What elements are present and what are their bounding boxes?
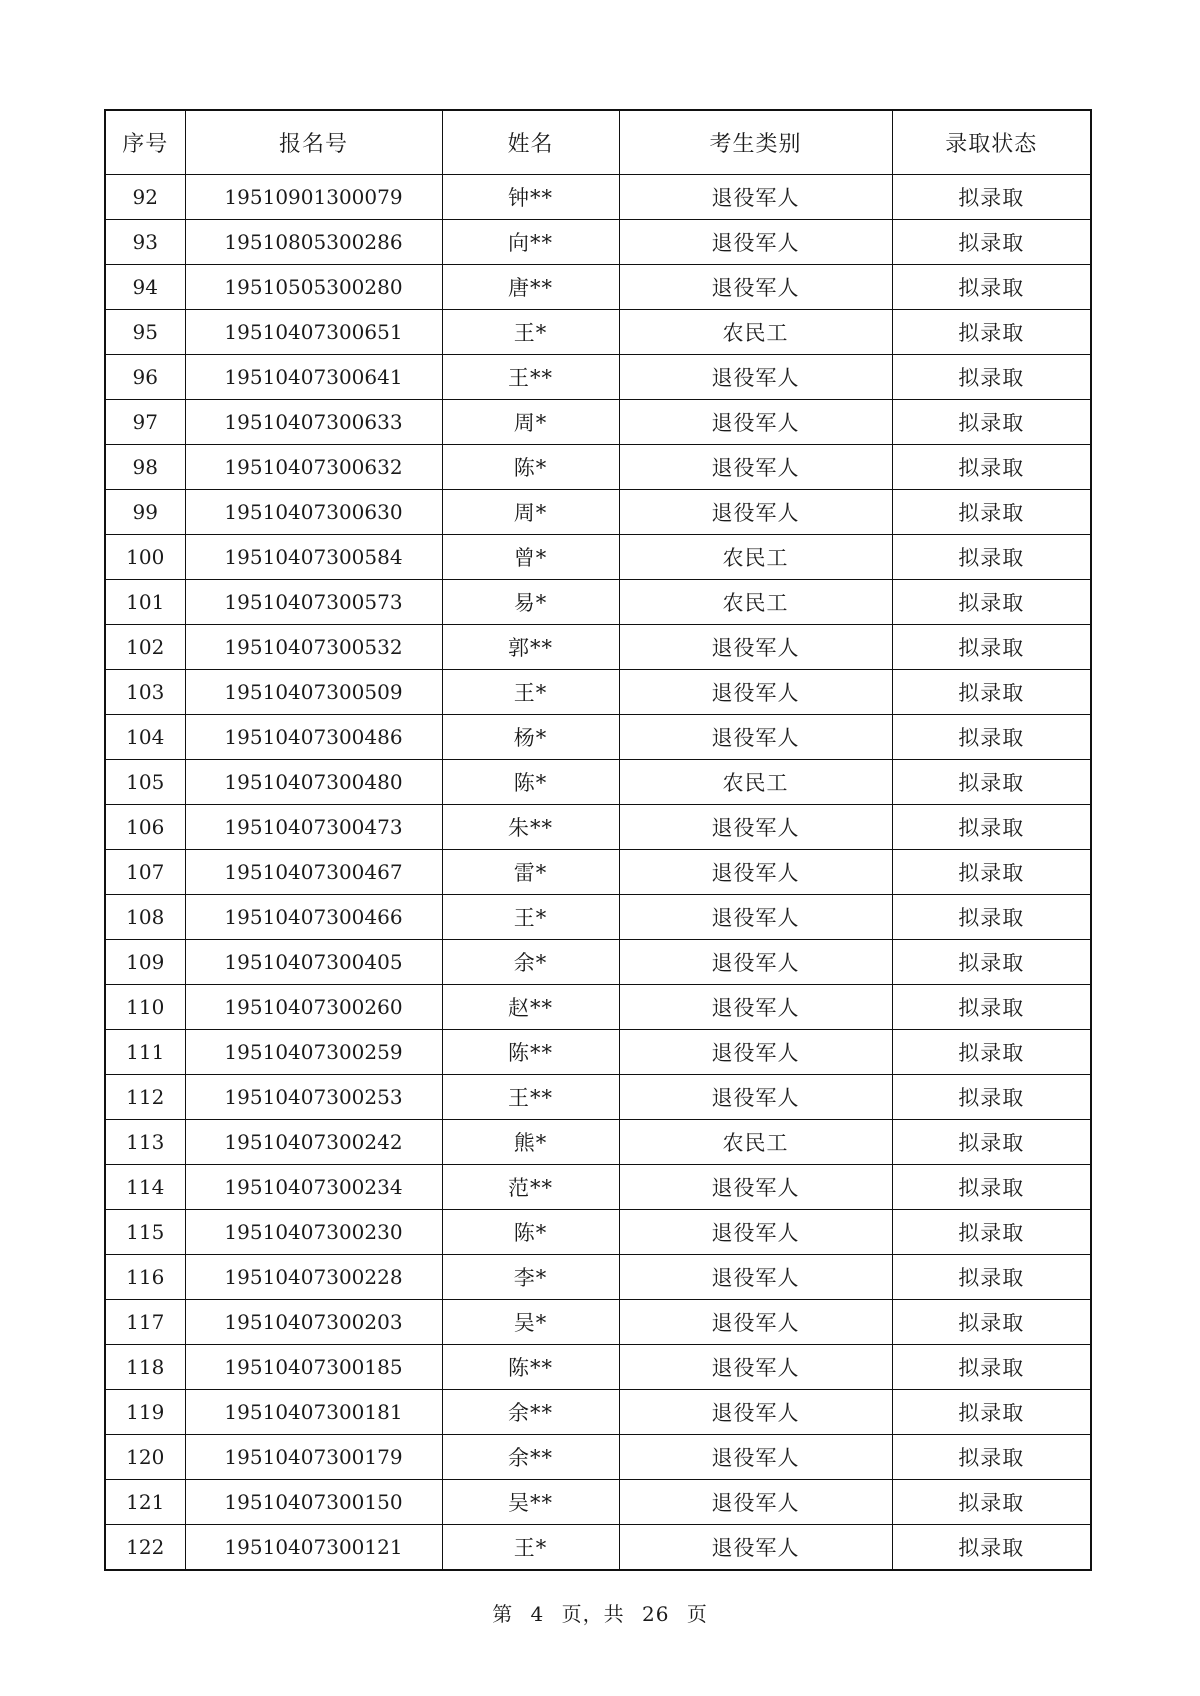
cell-category: 退役军人 (619, 445, 892, 490)
cell-status: 拟录取 (892, 445, 1091, 490)
table-row (105, 310, 1091, 355)
cell-status: 拟录取 (892, 355, 1091, 400)
cell-reg-no: 19510407300230 (185, 1210, 442, 1255)
cell-category: 农民工 (619, 1120, 892, 1165)
cell-seq: 115 (105, 1210, 185, 1255)
cell-reg-no: 19510407300633 (185, 400, 442, 445)
header-row (105, 110, 1091, 175)
cell-name: 曾* (442, 535, 619, 580)
cell-reg-no: 19510407300651 (185, 310, 442, 355)
cell-seq: 104 (105, 715, 185, 760)
cell-status: 拟录取 (892, 1345, 1091, 1390)
cell-reg-no: 19510407300121 (185, 1525, 442, 1571)
table-row (105, 535, 1091, 580)
cell-category: 退役军人 (619, 670, 892, 715)
cell-status: 拟录取 (892, 580, 1091, 625)
table-row (105, 1255, 1091, 1300)
cell-status: 拟录取 (892, 850, 1091, 895)
table-row (105, 1345, 1091, 1390)
cell-name: 吴** (442, 1480, 619, 1525)
cell-category: 退役军人 (619, 1525, 892, 1571)
table-row (105, 1120, 1091, 1165)
cell-seq: 102 (105, 625, 185, 670)
cell-status: 拟录取 (892, 715, 1091, 760)
cell-category: 退役军人 (619, 805, 892, 850)
cell-name: 余** (442, 1390, 619, 1435)
cell-seq: 108 (105, 895, 185, 940)
cell-status: 拟录取 (892, 805, 1091, 850)
cell-reg-no: 19510407300259 (185, 1030, 442, 1075)
cell-name: 李* (442, 1255, 619, 1300)
table-row (105, 1390, 1091, 1435)
cell-status: 拟录取 (892, 310, 1091, 355)
cell-category: 退役军人 (619, 355, 892, 400)
cell-category: 农民工 (619, 310, 892, 355)
cell-reg-no: 19510407300242 (185, 1120, 442, 1165)
cell-seq: 94 (105, 265, 185, 310)
cell-name: 王** (442, 355, 619, 400)
cell-category: 退役军人 (619, 850, 892, 895)
cell-category: 退役军人 (619, 1300, 892, 1345)
cell-reg-no: 19510407300260 (185, 985, 442, 1030)
cell-category: 农民工 (619, 535, 892, 580)
cell-name: 王* (442, 895, 619, 940)
cell-category: 农民工 (619, 580, 892, 625)
cell-seq: 111 (105, 1030, 185, 1075)
cell-status: 拟录取 (892, 1030, 1091, 1075)
cell-seq: 100 (105, 535, 185, 580)
table-row (105, 895, 1091, 940)
table-row (105, 1435, 1091, 1480)
cell-name: 余* (442, 940, 619, 985)
table-row (105, 355, 1091, 400)
cell-name: 钟** (442, 175, 619, 220)
cell-seq: 99 (105, 490, 185, 535)
cell-status: 拟录取 (892, 895, 1091, 940)
cell-reg-no: 19510407300253 (185, 1075, 442, 1120)
cell-reg-no: 19510407300203 (185, 1300, 442, 1345)
cell-name: 朱** (442, 805, 619, 850)
table-row (105, 670, 1091, 715)
cell-seq: 119 (105, 1390, 185, 1435)
cell-status: 拟录取 (892, 1255, 1091, 1300)
cell-category: 退役军人 (619, 1165, 892, 1210)
table-row (105, 1525, 1091, 1571)
cell-name: 陈** (442, 1345, 619, 1390)
table-row (105, 1210, 1091, 1255)
cell-seq: 92 (105, 175, 185, 220)
table-header (105, 110, 1091, 175)
cell-seq: 116 (105, 1255, 185, 1300)
cell-reg-no: 19510407300234 (185, 1165, 442, 1210)
table-row (105, 625, 1091, 670)
cell-category: 退役军人 (619, 895, 892, 940)
header-name: 姓名 (442, 110, 619, 175)
cell-seq: 117 (105, 1300, 185, 1345)
cell-category: 退役军人 (619, 1390, 892, 1435)
cell-status: 拟录取 (892, 1480, 1091, 1525)
cell-category: 退役军人 (619, 1210, 892, 1255)
table-row (105, 445, 1091, 490)
cell-reg-no: 19510407300573 (185, 580, 442, 625)
cell-reg-no: 19510407300179 (185, 1435, 442, 1480)
header-seq: 序号 (105, 110, 185, 175)
cell-category: 退役军人 (619, 1255, 892, 1300)
cell-seq: 95 (105, 310, 185, 355)
table-row (105, 580, 1091, 625)
cell-name: 王** (442, 1075, 619, 1120)
cell-status: 拟录取 (892, 220, 1091, 265)
cell-reg-no: 19510407300473 (185, 805, 442, 850)
cell-category: 退役军人 (619, 940, 892, 985)
cell-status: 拟录取 (892, 1300, 1091, 1345)
cell-name: 陈** (442, 1030, 619, 1075)
cell-status: 拟录取 (892, 1075, 1091, 1120)
cell-seq: 98 (105, 445, 185, 490)
cell-seq: 109 (105, 940, 185, 985)
cell-reg-no: 19510407300181 (185, 1390, 442, 1435)
table-row (105, 1165, 1091, 1210)
cell-seq: 112 (105, 1075, 185, 1120)
cell-reg-no: 19510407300584 (185, 535, 442, 580)
cell-seq: 122 (105, 1525, 185, 1571)
cell-reg-no: 19510407300632 (185, 445, 442, 490)
cell-category: 退役军人 (619, 1480, 892, 1525)
cell-seq: 110 (105, 985, 185, 1030)
footer-current-page: 4 (530, 1602, 545, 1626)
cell-status: 拟录取 (892, 760, 1091, 805)
cell-status: 拟录取 (892, 1525, 1091, 1571)
cell-reg-no: 19510407300466 (185, 895, 442, 940)
cell-name: 余** (442, 1435, 619, 1480)
cell-name: 王* (442, 310, 619, 355)
cell-seq: 118 (105, 1345, 185, 1390)
cell-name: 周* (442, 400, 619, 445)
cell-category: 退役军人 (619, 715, 892, 760)
cell-status: 拟录取 (892, 1165, 1091, 1210)
cell-status: 拟录取 (892, 265, 1091, 310)
cell-status: 拟录取 (892, 1120, 1091, 1165)
cell-name: 吴* (442, 1300, 619, 1345)
footer-prefix: 第 (492, 1602, 514, 1626)
page-footer (0, 1598, 1200, 1627)
cell-reg-no: 19510407300486 (185, 715, 442, 760)
cell-seq: 105 (105, 760, 185, 805)
cell-reg-no: 19510805300286 (185, 220, 442, 265)
table-row (105, 400, 1091, 445)
cell-category: 退役军人 (619, 1435, 892, 1480)
footer-total-pages: 26 (642, 1602, 670, 1626)
cell-reg-no: 19510407300405 (185, 940, 442, 985)
cell-status: 拟录取 (892, 175, 1091, 220)
footer-suffix: 页 (686, 1602, 708, 1626)
cell-reg-no: 19510407300480 (185, 760, 442, 805)
table-row (105, 985, 1091, 1030)
cell-reg-no: 19510407300630 (185, 490, 442, 535)
cell-seq: 93 (105, 220, 185, 265)
table-row (105, 805, 1091, 850)
cell-name: 杨* (442, 715, 619, 760)
cell-seq: 103 (105, 670, 185, 715)
table-row (105, 1030, 1091, 1075)
table-row (105, 220, 1091, 265)
table-row (105, 715, 1091, 760)
cell-seq: 106 (105, 805, 185, 850)
cell-name: 雷* (442, 850, 619, 895)
cell-reg-no: 19510407300150 (185, 1480, 442, 1525)
cell-name: 王* (442, 1525, 619, 1571)
cell-status: 拟录取 (892, 625, 1091, 670)
cell-reg-no: 19510407300509 (185, 670, 442, 715)
cell-status: 拟录取 (892, 1435, 1091, 1480)
cell-reg-no: 19510407300228 (185, 1255, 442, 1300)
cell-category: 退役军人 (619, 175, 892, 220)
cell-seq: 101 (105, 580, 185, 625)
table-row (105, 850, 1091, 895)
cell-seq: 97 (105, 400, 185, 445)
footer-mid: 页，共 (561, 1602, 625, 1626)
cell-seq: 114 (105, 1165, 185, 1210)
cell-name: 易* (442, 580, 619, 625)
cell-category: 农民工 (619, 760, 892, 805)
cell-category: 退役军人 (619, 220, 892, 265)
header-status: 录取状态 (892, 110, 1091, 175)
cell-status: 拟录取 (892, 940, 1091, 985)
cell-seq: 121 (105, 1480, 185, 1525)
cell-status: 拟录取 (892, 985, 1091, 1030)
cell-seq: 120 (105, 1435, 185, 1480)
cell-seq: 113 (105, 1120, 185, 1165)
cell-name: 范** (442, 1165, 619, 1210)
table-row (105, 265, 1091, 310)
table-row (105, 760, 1091, 805)
cell-category: 退役军人 (619, 1030, 892, 1075)
cell-category: 退役军人 (619, 265, 892, 310)
admission-table (104, 109, 1092, 1571)
table-body (105, 175, 1091, 1571)
table-row (105, 1480, 1091, 1525)
table-row (105, 1300, 1091, 1345)
cell-name: 陈* (442, 1210, 619, 1255)
cell-name: 郭** (442, 625, 619, 670)
cell-reg-no: 19510407300641 (185, 355, 442, 400)
cell-status: 拟录取 (892, 1390, 1091, 1435)
cell-seq: 96 (105, 355, 185, 400)
cell-name: 唐** (442, 265, 619, 310)
cell-name: 熊* (442, 1120, 619, 1165)
cell-reg-no: 19510407300185 (185, 1345, 442, 1390)
cell-status: 拟录取 (892, 400, 1091, 445)
cell-category: 退役军人 (619, 625, 892, 670)
header-reg-no: 报名号 (185, 110, 442, 175)
cell-name: 陈* (442, 760, 619, 805)
cell-category: 退役军人 (619, 1345, 892, 1390)
cell-status: 拟录取 (892, 670, 1091, 715)
cell-name: 王* (442, 670, 619, 715)
table-row (105, 490, 1091, 535)
cell-name: 周* (442, 490, 619, 535)
cell-reg-no: 19510505300280 (185, 265, 442, 310)
cell-name: 向** (442, 220, 619, 265)
cell-seq: 107 (105, 850, 185, 895)
cell-category: 退役军人 (619, 490, 892, 535)
cell-status: 拟录取 (892, 490, 1091, 535)
cell-category: 退役军人 (619, 1075, 892, 1120)
cell-category: 退役军人 (619, 400, 892, 445)
cell-reg-no: 19510407300532 (185, 625, 442, 670)
cell-status: 拟录取 (892, 535, 1091, 580)
table-row (105, 940, 1091, 985)
cell-reg-no: 19510901300079 (185, 175, 442, 220)
table-row (105, 175, 1091, 220)
cell-reg-no: 19510407300467 (185, 850, 442, 895)
cell-category: 退役军人 (619, 985, 892, 1030)
header-category: 考生类别 (619, 110, 892, 175)
cell-status: 拟录取 (892, 1210, 1091, 1255)
table-row (105, 1075, 1091, 1120)
cell-name: 赵** (442, 985, 619, 1030)
cell-name: 陈* (442, 445, 619, 490)
